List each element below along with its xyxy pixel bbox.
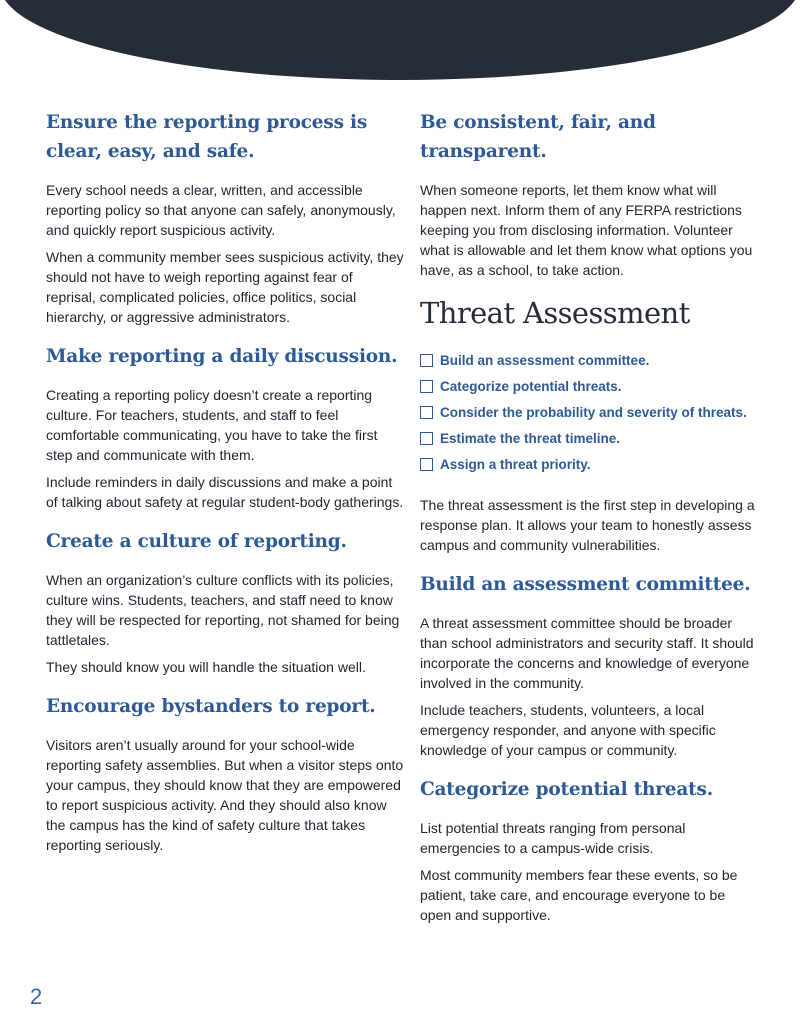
section-heading: Build an assessment committee.: [420, 574, 751, 595]
checklist-item-label: Categorize potential threats.: [440, 378, 622, 394]
checklist-item: [420, 425, 760, 451]
page-number: 2: [30, 984, 43, 1009]
paragraph: Include teachers, students, volunteers, a local emergency responder, and anyone with specific knowledge of your campus or community.: [420, 702, 716, 758]
checkbox-icon: [420, 354, 433, 367]
paragraph: Creating a reporting policy doesn’t create a reporting culture. For teachers, students, and staff to feel comfortable communicating, you have to take the first step and communicate with them.: [46, 387, 378, 463]
checklist-item: [420, 399, 760, 425]
section-assessment-committee: [420, 570, 760, 760]
section-heading: Create a culture of reporting.: [46, 531, 347, 552]
checkbox-icon: [420, 380, 433, 393]
paragraph: Visitors aren’t usually around for your school-wide reporting safety assemblies. But when a visitor steps onto your campus, they should know that they are empowered to report suspicious activity. And they should also know the campus has the kind of safety culture that takes reporting seriously.: [46, 737, 404, 853]
checklist-item-label: Build an assessment committee.: [440, 352, 650, 368]
section-heading: Be consistent, fair, and transparent.: [420, 112, 656, 162]
section-bystanders: [46, 692, 404, 855]
section-reporting-process: [46, 108, 404, 327]
paragraph: When a community member sees suspicious activity, they should not have to weigh reporting against fear of reprisal, complicated policies, office politics, social hierarchy, or aggressive administrators.: [46, 249, 404, 325]
paragraph: They should know you will handle the situation well.: [46, 659, 366, 675]
paragraph: Most community members fear these events, so be patient, take care, and encourage everyone to be open and supportive.: [420, 867, 738, 923]
section-culture-of-reporting: [46, 527, 404, 677]
checklist-item-label: Consider the probability and severity of threats.: [440, 404, 747, 420]
checkbox-icon: [420, 406, 433, 419]
left-column: [46, 108, 404, 870]
checkbox-icon: [420, 458, 433, 471]
right-column: [420, 108, 760, 940]
paragraph: The threat assessment is the first step in developing a response plan. It allows your team to honestly assess campus and community vulnerabilities.: [420, 497, 755, 553]
paragraph: A threat assessment committee should be broader than school administrators and security staff. It should incorporate the concerns and knowledge of everyone involved in the community.: [420, 615, 754, 691]
section-heading: Encourage bystanders to report.: [46, 696, 376, 717]
threat-checklist: [420, 347, 760, 477]
section-heading: Make reporting a daily discussion.: [46, 346, 398, 367]
checklist-item: [420, 451, 760, 477]
checklist-item-label: Assign a threat priority.: [440, 456, 591, 472]
checkbox-icon: [420, 432, 433, 445]
checklist-item: [420, 373, 760, 399]
checklist-item: [420, 347, 760, 373]
header-arc: [0, 0, 800, 80]
section-daily-discussion: [46, 342, 404, 512]
paragraph: List potential threats ranging from personal emergencies to a campus-wide crisis.: [420, 820, 686, 856]
paragraph: Every school needs a clear, written, and accessible reporting policy so that anyone can safely, anonymously, and quickly report suspicious activity.: [46, 182, 396, 238]
section-categorize-threats: [420, 775, 760, 925]
threat-assessment-title: Threat Assessment: [420, 296, 690, 330]
paragraph: When someone reports, let them know what will happen next. Inform them of any FERPA restrictions keeping you from disclosing information. Volunteer what is allowable and let them know what options you have, as a school, to take action.: [420, 182, 753, 278]
section-consistent-fair: [420, 108, 760, 280]
paragraph: Include reminders in daily discussions and make a point of talking about safety at regular student-body gatherings.: [46, 474, 404, 510]
section-threat-assessment: [420, 295, 760, 555]
section-heading: Ensure the reporting process is clear, easy, and safe.: [46, 112, 368, 162]
section-heading: Categorize potential threats.: [420, 779, 713, 800]
checklist-item-label: Estimate the threat timeline.: [440, 430, 621, 446]
paragraph: When an organization’s culture conflicts with its policies, culture wins. Students, teachers, and staff need to know they will be respected for reporting, not shamed for being tattletales.: [46, 572, 400, 648]
